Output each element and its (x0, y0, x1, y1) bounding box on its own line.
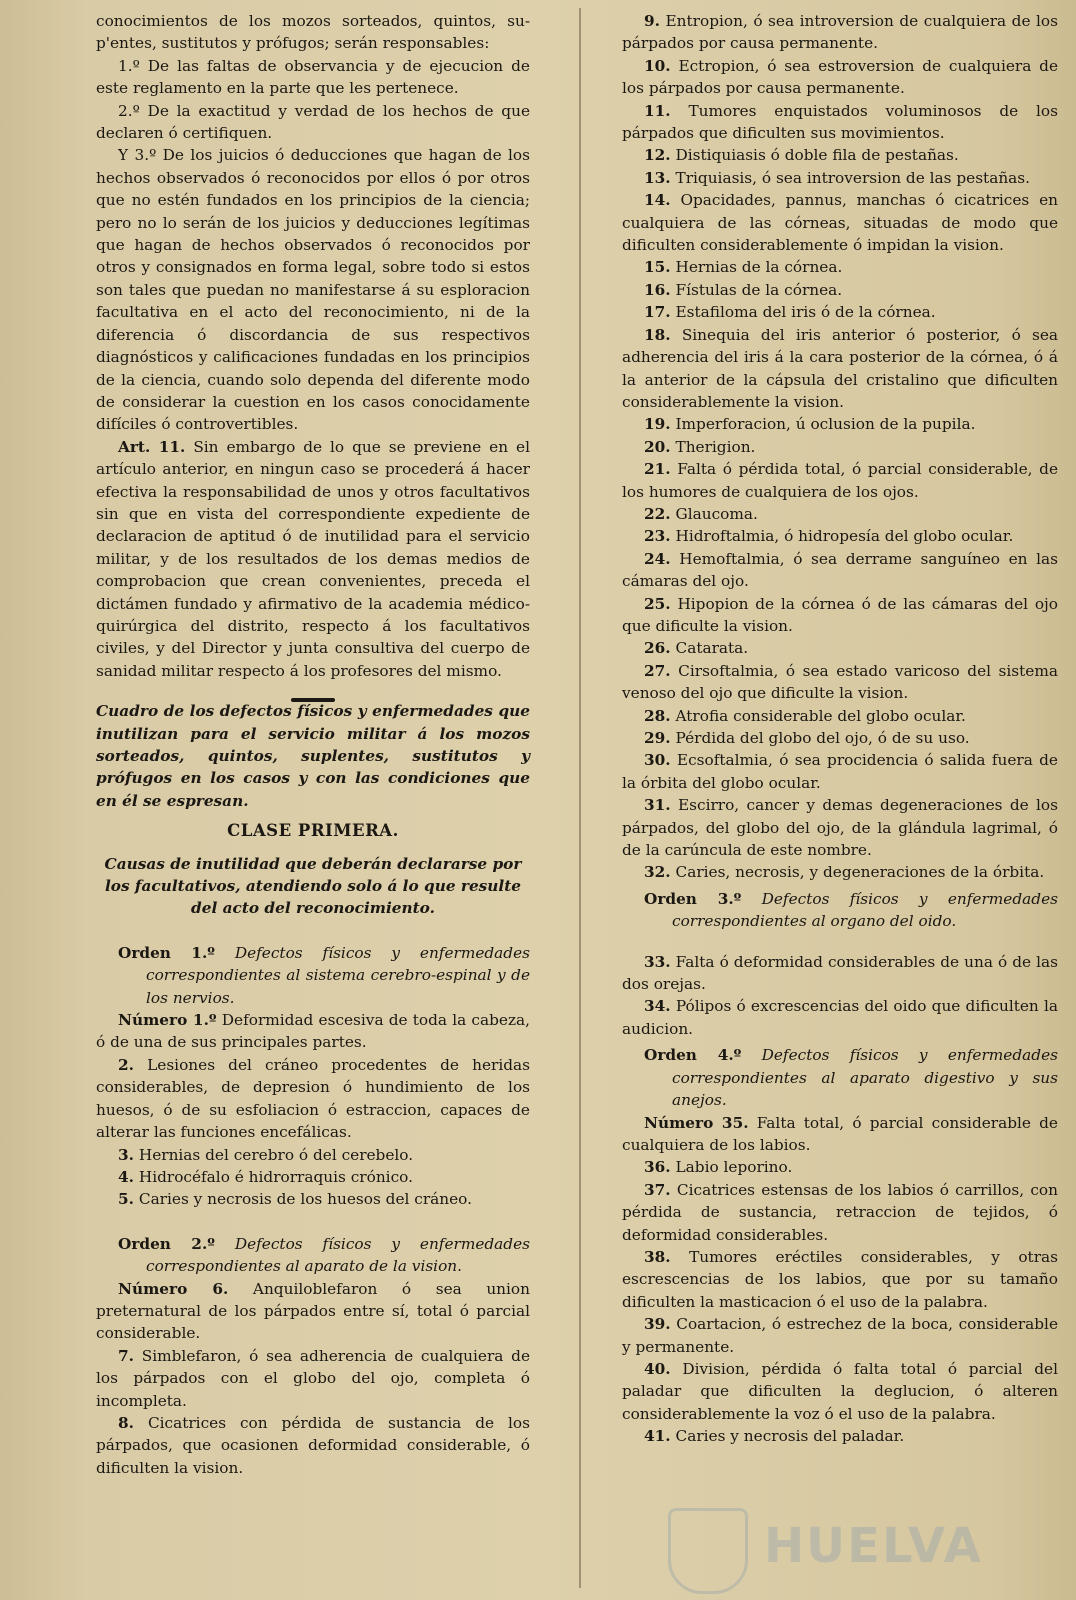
orden-4-text: Defectos físicos y enfermedades correspondientes al aparato digestivo y sus anejos. (672, 1046, 1058, 1110)
list-item (622, 951, 1058, 996)
item-text: Labio leporino. (675, 1158, 793, 1177)
list-item (622, 727, 1058, 749)
item-number: 18. (644, 325, 671, 344)
orden-3 (622, 888, 1058, 933)
left-column (96, 10, 530, 1479)
item-number: 11. (644, 101, 671, 120)
item-text: Pólipos ó excrescencias del oido que dificulten la audicion. (622, 997, 1058, 1038)
list-item (96, 1009, 530, 1054)
items-list-a (622, 10, 1058, 884)
list-item (622, 1156, 1058, 1178)
list-item (622, 1425, 1058, 1447)
item-number: 26. (644, 639, 671, 658)
item-number: 2. (118, 1055, 134, 1074)
item-number: 39. (644, 1315, 671, 1334)
item-text: Ecsoftalmia, ó sea procidencia ó salida fuera de la órbita del globo ocular. (622, 751, 1058, 792)
list-item (622, 256, 1058, 278)
items-list-b (622, 951, 1058, 1041)
item-number: 28. (644, 706, 671, 725)
item-number: 41. (644, 1427, 671, 1446)
item-number: Número 35. (644, 1113, 749, 1132)
watermark-text: HUELVA (764, 1518, 983, 1574)
orden-3-text: Defectos físicos y enfermedades correspondientes al organo del oido. (672, 889, 1058, 931)
list-item (96, 1054, 530, 1144)
item-text: Tumores enquistados voluminosos de los párpados que dificulten sus movimientos. (622, 101, 1058, 143)
paragraph-item-3: Y 3.º De los juicios ó deducciones que hagan de los hechos observados ó reconocidos por ellos ó por otros que no estén fundados en los principios de la ciencia; pero no lo serán de los juicios y deducciones legítimas que hagan de hechos observados ó reconocidos por otros y consignados en forma legal, sobre todo si estos son tales que puedan no manifestarse á su esploracion facultativa en el acto del reconocimiento, ni de la diferencia ó discordancia de sus respectivos diagnósticos y calificaciones fundadas en los principios de la ciencia, cuando solo dependa del diferente modo de considerar la cuestion en los casos conocidamente difíciles ó controvertibles. (96, 146, 530, 434)
item-text: Entropion, ó sea introversion de cualquiera de los párpados por causa permanente. (622, 12, 1058, 53)
item-number: 31. (644, 796, 671, 815)
list-item (622, 1246, 1058, 1313)
list-item (622, 1358, 1058, 1425)
item-text: Falta ó deformidad considerables de una ó de las dos orejas. (622, 952, 1058, 994)
item-text: Lesiones del cráneo procedentes de heridas considerables, de depresion ó hundimiento de los huesos, ó de su esfoliacion ó estraccion, capaces de alterar las funciones encefálicas. (96, 1055, 530, 1142)
list-item (622, 525, 1058, 547)
list-item (622, 458, 1058, 503)
list-item (622, 749, 1058, 794)
item-number: 24. (644, 549, 671, 568)
item-number: 40. (644, 1359, 671, 1378)
watermark-shield-icon (668, 1508, 748, 1594)
item-number: 4. (118, 1167, 134, 1186)
item-text: Distiquiasis ó doble fila de pestañas. (675, 146, 959, 165)
causas-subtitle: Causas de inutilidad que deberán declararse por los facultativos, atendiendo solo á lo que resulte del acto del reconocimiento. (104, 854, 522, 918)
list-item (622, 10, 1058, 55)
item-number: 10. (644, 56, 671, 75)
orden-1-label: Orden 1.º (118, 943, 215, 962)
item-number: 25. (644, 594, 671, 613)
list-item (622, 301, 1058, 323)
item-number: 13. (644, 168, 671, 187)
item-text: Hemoftalmia, ó sea derrame sanguíneo en las cámaras del ojo. (622, 549, 1058, 591)
item-text: Triquiasis, ó sea introversion de las pestañas. (675, 168, 1031, 187)
item-number: 23. (644, 527, 671, 546)
item-text: Hidroftalmia, ó hidropesía del globo ocular. (675, 527, 1014, 546)
item-text: Cicatrices estensas de los labios ó carrillos, con pérdida de sustancia, retraccion de tejidos, ó deformidad considerables. (622, 1180, 1058, 1244)
list-item (96, 1144, 530, 1166)
list-item (622, 167, 1058, 189)
orden-2 (96, 1233, 530, 1278)
list-item (622, 436, 1058, 458)
item-text: Caries y necrosis del paladar. (675, 1427, 905, 1446)
item-text: Hidrocéfalo é hidrorraquis crónico. (138, 1167, 413, 1186)
item-text: Atrofia considerable del globo ocular. (675, 706, 966, 725)
orden-4-label: Orden 4.º (644, 1046, 742, 1065)
list-item (622, 144, 1058, 166)
list-item (96, 1166, 530, 1188)
list-item (622, 794, 1058, 861)
paragraph-item-2: 2.º De la exactitud y verdad de los hechos de que declaren ó certifiquen. (96, 101, 530, 143)
paragraph-continuation: conocimientos de los mozos sorteados, quintos, su-p'entes, sustitutos y prófugos; serán responsables: (96, 12, 530, 53)
items-list-1 (96, 1009, 530, 1211)
item-number: 19. (644, 415, 671, 434)
item-number: 38. (644, 1247, 671, 1266)
orden-3-label: Orden 3.º (644, 889, 742, 908)
column-divider (579, 8, 581, 1588)
list-item (622, 861, 1058, 883)
orden-1-text: Defectos físicos y enfermedades correspondientes al sistema cerebro-espinal y de los nervios. (146, 943, 530, 1007)
item-number: Número 1.º (118, 1011, 217, 1030)
item-text: Catarata. (675, 639, 749, 658)
list-item (622, 279, 1058, 301)
list-item (96, 1278, 530, 1345)
item-text: Ectropion, ó sea estroversion de cualquiera de los párpados por causa permanente. (622, 56, 1058, 98)
item-text: Tumores eréctiles considerables, y otras escrescencias de los labios, que por su tamaño dificulten la masticacion ó el uso de la palabra. (622, 1247, 1058, 1311)
item-number: 12. (644, 146, 671, 165)
item-text: Pérdida del globo del ojo, ó de su uso. (675, 729, 970, 747)
article-text: Sin embargo de lo que se previene en el artículo anterior, en ningun caso se procederá á hacer efectiva la responsabilidad de unos y otros facultativos sin que en vista del correspondiente expediente de declaracion de aptitud ó de inutilidad para el servicio militar, y de los resultados de los demas medios de comprobacion que crean convenientes, preceda el dictámen fundado y afirmativo de la academia médico-quirúrgica del distrito, respecto á los facultativos civiles, y del Director y junta consultiva del cuerpo de sanidad militar respecto á los profesores del mismo. (96, 437, 530, 680)
items-list-c (622, 1112, 1058, 1448)
item-number: 36. (644, 1158, 671, 1177)
item-number: 14. (644, 191, 671, 210)
list-item (622, 637, 1058, 659)
list-item (622, 503, 1058, 525)
item-number: 37. (644, 1180, 671, 1199)
item-text: Fístulas de la córnea. (675, 280, 843, 299)
list-item (622, 324, 1058, 414)
item-number: 8. (118, 1413, 134, 1432)
item-number: 33. (644, 952, 671, 971)
item-text: Hernias de la córnea. (675, 258, 843, 277)
item-number: 27. (644, 661, 671, 680)
item-number: 5. (118, 1190, 134, 1209)
item-text: Anquiloblefaron ó sea union preternatural de los párpados entre sí, total ó parcial considerable. (96, 1279, 530, 1343)
article-11 (96, 436, 530, 682)
cuadro-title: Cuadro de los defectos físicos y enfermedades que inutilizan para el servicio militar á los mozos sorteados, quintos, suplentes, sustitutos y prófugos en los casos y con las condiciones que en él se espresan. (96, 702, 530, 810)
list-item (622, 995, 1058, 1040)
item-text: Escirro, cancer y demas degeneraciones de los párpados, del globo del ojo, de la glándula lagrimal, ó de la carúncula de este nombre. (622, 796, 1058, 860)
paragraph-item-1: 1.º De las faltas de observancia y de ejecucion de este reglamento en la parte que les pertenece. (96, 56, 530, 98)
item-number: 32. (644, 863, 671, 882)
item-text: Cirsoftalmia, ó sea estado varicoso del sistema venoso del ojo que dificulte la vision. (622, 661, 1058, 703)
item-text: Glaucoma. (675, 504, 758, 523)
orden-2-label: Orden 2.º (118, 1234, 215, 1253)
watermark (668, 1508, 998, 1588)
item-number: Número 6. (118, 1279, 229, 1298)
list-item (96, 1188, 530, 1210)
item-number: 30. (644, 751, 671, 770)
ornament-divider (96, 686, 530, 698)
item-text: Cicatrices con pérdida de sustancia de los párpados, que ocasionen deformidad considerable, ó dificulten la vision. (96, 1413, 530, 1477)
article-label: Art. 11. (118, 437, 186, 456)
list-item (622, 189, 1058, 256)
list-item (622, 1112, 1058, 1157)
list-item (622, 55, 1058, 100)
list-item (622, 705, 1058, 727)
item-number: 9. (644, 12, 660, 30)
item-number: 34. (644, 997, 671, 1016)
item-text: Imperforacion, ú oclusion de la pupila. (675, 415, 976, 434)
list-item (622, 593, 1058, 638)
item-text: Sinequia del iris anterior ó posterior, ó sea adherencia del iris á la cara posterior de la córnea, ó á la anterior de la cápsula del cristalino que dificulten considerablemente la vision. (622, 325, 1058, 411)
item-number: 29. (644, 729, 671, 747)
orden-1 (96, 942, 530, 1009)
item-number: 16. (644, 280, 671, 299)
item-text: Hernias del cerebro ó del cerebelo. (138, 1145, 414, 1164)
orden-4 (622, 1044, 1058, 1111)
item-text: Caries y necrosis de los huesos del cráneo. (138, 1190, 472, 1209)
item-text: Estafiloma del iris ó de la córnea. (675, 303, 936, 322)
list-item (96, 1345, 530, 1412)
item-text: Caries, necrosis, y degeneraciones de la órbita. (675, 863, 1045, 882)
list-item (622, 1313, 1058, 1358)
item-number: 22. (644, 504, 671, 523)
list-item (622, 413, 1058, 435)
list-item (622, 660, 1058, 705)
item-text: Division, pérdida ó falta total ó parcial del paladar que dificulten la deglucion, ó alteren considerablemente la voz ó el uso de la palabra. (622, 1359, 1058, 1423)
clase-heading: CLASE PRIMERA. (227, 821, 399, 841)
item-text: Coartacion, ó estrechez de la boca, considerable y permanente. (622, 1315, 1058, 1356)
item-text: Deformidad escesiva de toda la cabeza, ó de una de sus principales partes. (96, 1011, 530, 1052)
item-number: 20. (644, 437, 671, 456)
item-text: Hipopion de la córnea ó de las cámaras del ojo que dificulte la vision. (622, 594, 1058, 635)
item-number: 17. (644, 303, 671, 322)
items-list-2 (96, 1278, 530, 1480)
item-number: 21. (644, 460, 671, 479)
list-item (622, 1179, 1058, 1246)
item-text: Falta total, ó parcial considerable de cualquiera de los labios. (622, 1113, 1058, 1154)
orden-2-text: Defectos físicos y enfermedades correspondientes al aparato de la vision. (146, 1234, 530, 1276)
item-text: Therigion. (675, 437, 756, 456)
item-text: Simblefaron, ó sea adherencia de cualquiera de los párpados con el globo del ojo, completa ó incompleta. (96, 1346, 530, 1410)
item-number: 7. (118, 1346, 134, 1365)
right-column (622, 10, 1058, 1448)
item-number: 15. (644, 258, 671, 277)
list-item (622, 100, 1058, 145)
list-item (622, 548, 1058, 593)
item-text: Opacidades, pannus, manchas ó cicatrices en cualquiera de las córneas, situadas de modo que dificulten considerablemente ó impidan la vision. (622, 191, 1058, 255)
list-item (96, 1412, 530, 1479)
item-text: Falta ó pérdida total, ó parcial considerable, de los humores de cualquiera de los ojos. (622, 460, 1058, 501)
item-number: 3. (118, 1145, 134, 1164)
